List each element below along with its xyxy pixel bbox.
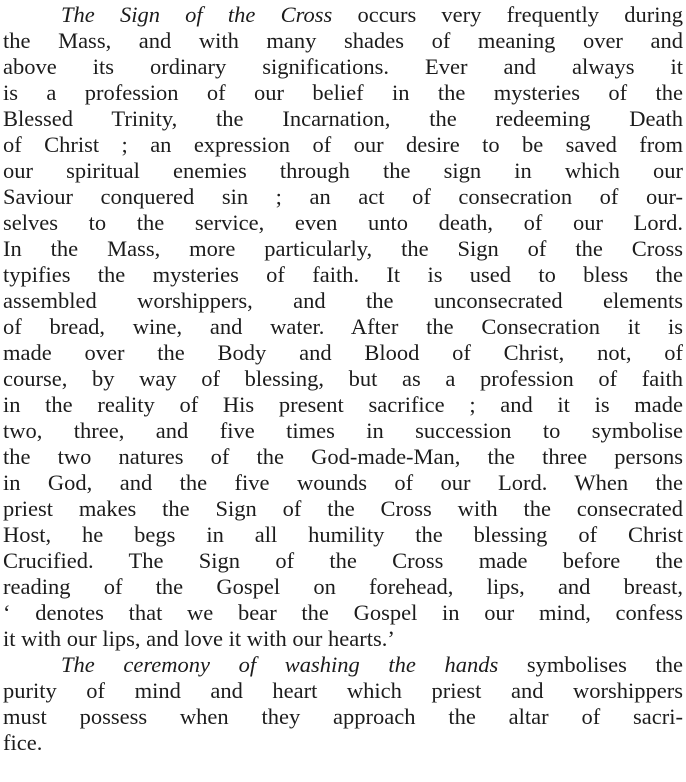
text-line: our spiritual enemies through the sign in which our <box>3 158 683 183</box>
text-line: ‘ denotes that we bear the Gospel in our mind, confess <box>3 600 683 625</box>
text-line: reading of the Gospel on forehead, lips, and breast, <box>3 574 683 599</box>
italic-heading: The Sign of the Cross <box>61 2 333 27</box>
text-line: of bread, wine, and water. After the Consecration it is <box>3 314 683 339</box>
text-line: Host, he begs in all humility the blessing of Christ <box>3 522 683 547</box>
text-line: typifies the mysteries of faith. It is used to bless the <box>3 262 683 287</box>
text-line: In the Mass, more particularly, the Sign of the Cross <box>3 236 683 261</box>
text-line: selves to the service, even unto death, of our Lord. <box>3 210 683 235</box>
text-line: made over the Body and Blood of Christ, not, of <box>3 340 683 365</box>
text-line: it with our lips, and love it with our hearts.’ <box>3 626 395 651</box>
text-line: priest makes the Sign of the Cross with the consecrated <box>3 496 683 521</box>
text-line: purity of mind and heart which priest and worshippers <box>3 678 683 703</box>
italic-heading: The ceremony of washing the hands <box>61 652 499 677</box>
text-line: Blessed Trinity, the Incarnation, the redeeming Death <box>3 106 683 131</box>
text-line: in the reality of His present sacrifice ; and it is made <box>3 392 683 417</box>
text-line: above its ordinary significations. Ever and always it <box>3 54 683 79</box>
text-line: course, by way of blessing, but as a profession of faith <box>3 366 683 391</box>
text-line: in God, and the five wounds of our Lord. When the <box>3 470 683 495</box>
text-line: of Christ ; an expression of our desire to be saved from <box>3 132 683 157</box>
text-line: is a profession of our belief in the mysteries of the <box>3 80 683 105</box>
text-line: the two natures of the God-made-Man, the three persons <box>3 444 683 469</box>
text-line: The Sign of the Cross occurs very frequently during <box>61 2 684 27</box>
text-line: the Mass, and with many shades of meaning over and <box>3 28 683 53</box>
text-line: Saviour conquered sin ; an act of consecration of our- <box>3 184 683 209</box>
text-line: must possess when they approach the altar of sacri- <box>3 704 683 729</box>
text-line: assembled worshippers, and the unconsecrated elements <box>3 288 683 313</box>
text-line: fice. <box>3 730 43 755</box>
text-line: two, three, and five times in succession to symbolise <box>3 418 683 443</box>
text-line: The ceremony of washing the hands symbolises the <box>61 652 683 677</box>
text-line: Crucified. The Sign of the Cross made before the <box>3 548 683 573</box>
